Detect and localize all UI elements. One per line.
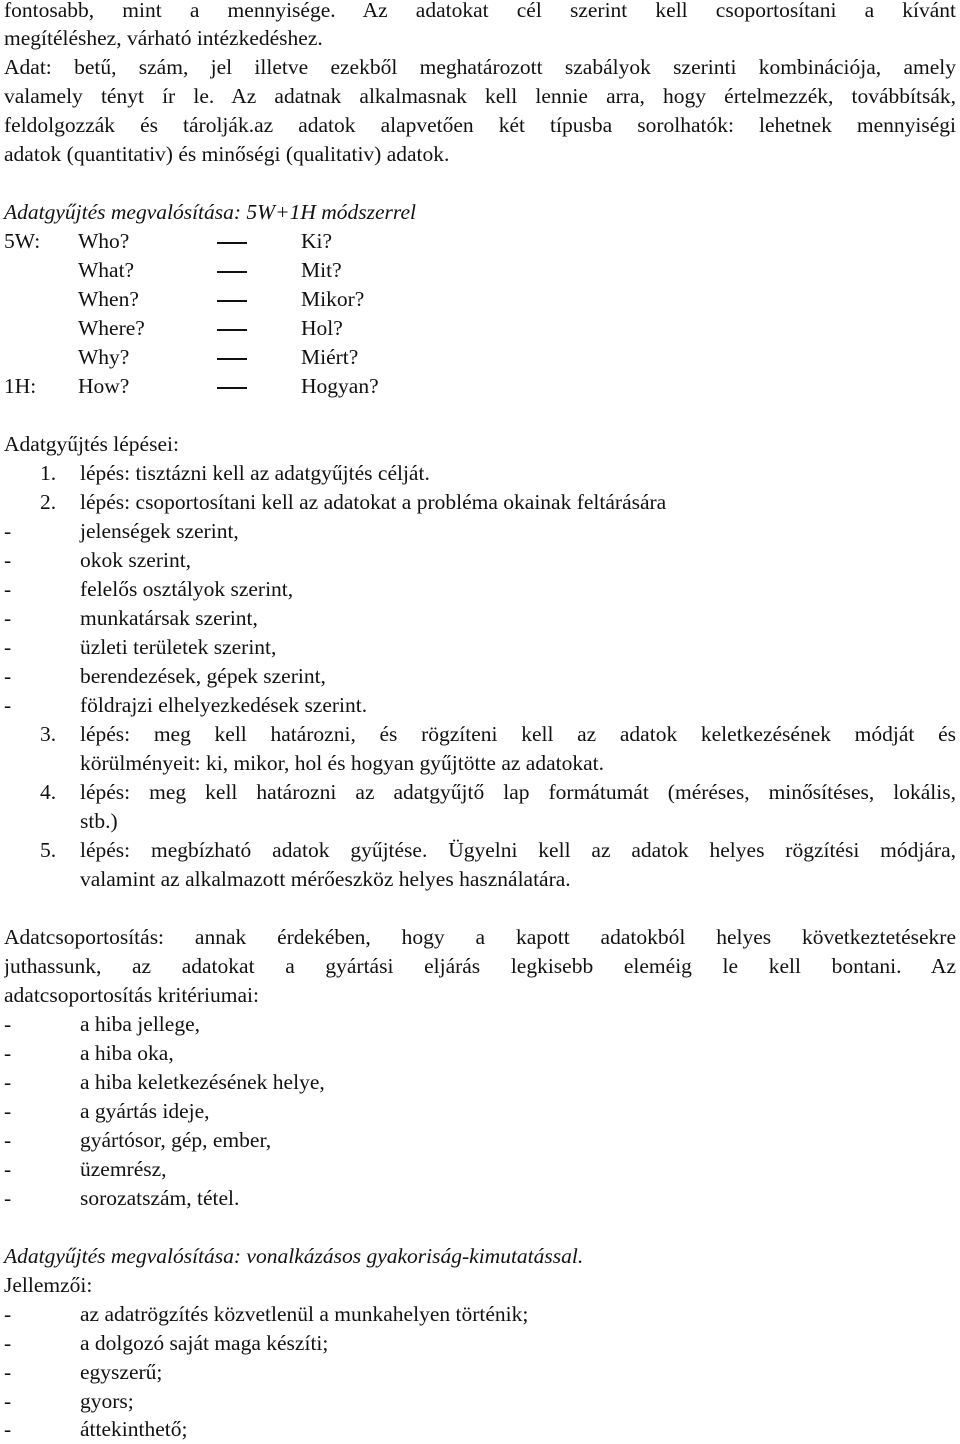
bullet-dash: - xyxy=(4,548,12,572)
step-number: 2. xyxy=(40,490,57,514)
section-subtitle: Jellemzői: xyxy=(4,1273,93,1297)
bullet-dash: - xyxy=(4,693,12,717)
step-text: lépés: meg kell határozni, és rögzíteni kell az adatok keletkezésének módját és xyxy=(80,722,956,746)
list-item-text: a hiba oka, xyxy=(80,1041,174,1065)
section-title-steps: Adatgyűjtés lépései: xyxy=(4,432,179,456)
intro-line: adatok (quantitativ) és minőségi (qualitativ) adatok. xyxy=(4,142,450,166)
w-question-hu: Hol? xyxy=(301,316,343,340)
bullet-dash: - xyxy=(4,1417,12,1441)
dash-line xyxy=(217,242,247,244)
w-question-en: Why? xyxy=(78,345,130,369)
list-item-text: a hiba keletkezésének helye, xyxy=(80,1070,325,1094)
dash-line xyxy=(217,358,247,360)
w-question-en: What? xyxy=(78,258,135,282)
w-question-hu: Ki? xyxy=(301,229,333,253)
step-number: 3. xyxy=(40,722,57,746)
bullet-dash: - xyxy=(4,1186,12,1210)
dash-line xyxy=(217,329,247,331)
list-item-text: gyors; xyxy=(80,1389,134,1413)
dash-line xyxy=(217,271,247,273)
list-item-text: üzleti területek szerint, xyxy=(80,635,277,659)
step-text: körülményeit: ki, mikor, hol és hogyan gyűjtötte az adatokat. xyxy=(80,751,604,775)
w-question-hu: Hogyan? xyxy=(301,374,379,398)
list-item-text: az adatrögzítés közvetlenül a munkahelyen történik; xyxy=(80,1302,529,1326)
list-item-text: munkatársak szerint, xyxy=(80,606,258,630)
step-item xyxy=(4,459,956,488)
intro-line: feldolgozzák és tárolják.az adatok alapvetően két típusba sorolhatók: lehetnek mennyiségi xyxy=(4,113,956,137)
bullet-dash: - xyxy=(4,577,12,601)
intro-line: Adat: betű, szám, jel illetve ezekből meghatározott szabályok szerinti kombinációja, amely xyxy=(4,55,956,79)
step-text: valamint az alkalmazott mérőeszköz helyes használatára. xyxy=(80,867,571,891)
w-question-en: When? xyxy=(78,287,139,311)
list-item-text: a hiba jellege, xyxy=(80,1012,200,1036)
step-number: 1. xyxy=(40,461,57,485)
bullet-dash: - xyxy=(4,1302,12,1326)
bullet-dash: - xyxy=(4,664,12,688)
bullet-dash: - xyxy=(4,1099,12,1123)
list-item-text: a gyártás ideje, xyxy=(80,1099,210,1123)
step-number: 5. xyxy=(40,838,57,862)
bullet-dash: - xyxy=(4,606,12,630)
list-item-text: a dolgozó saját maga készíti; xyxy=(80,1331,329,1355)
step-item xyxy=(4,488,956,517)
list-item-text: sorozatszám, tétel. xyxy=(80,1186,240,1210)
w-prefix: 1H: xyxy=(4,374,37,398)
dash-line xyxy=(217,300,247,302)
step-text: lépés: megbízható adatok gyűjtése. Ügyelni kell az adatok helyes rögzítési módjára, xyxy=(80,838,956,862)
bullet-dash: - xyxy=(4,635,12,659)
list-item-text: földrajzi elhelyezkedések szerint. xyxy=(80,693,368,717)
list-item-text: felelős osztályok szerint, xyxy=(80,577,294,601)
list-item-text: áttekinthető; xyxy=(80,1417,188,1441)
step-text: lépés: meg kell határozni az adatgyűjtő lap formátumát (méréses, minősítéses, lokális, xyxy=(80,780,956,804)
grouping-paragraph-line: Adatcsoportosítás: annak érdekében, hogy a kapott adatokból helyes következtetésekre xyxy=(4,925,956,949)
list-item-text: üzemrész, xyxy=(80,1157,167,1181)
section-title-5w1h: Adatgyűjtés megvalósítása: 5W+1H módszerrel xyxy=(4,200,417,224)
bullet-dash: - xyxy=(4,1157,12,1181)
w-prefix: 5W: xyxy=(4,229,41,253)
bullet-dash: - xyxy=(4,1331,12,1355)
grouping-paragraph-line: adatcsoportosítás kritériumai: xyxy=(4,983,259,1007)
bullet-dash: - xyxy=(4,519,12,543)
bullet-dash: - xyxy=(4,1389,12,1413)
section-title-tally: Adatgyűjtés megvalósítása: vonalkázásos gyakoriság-kimutatással. xyxy=(4,1244,584,1268)
intro-line: valamely tényt ír le. Az adatnak alkalmasnak kell lennie arra, hogy értelmezzék, továbbítsák, xyxy=(4,84,956,108)
step-text: lépés: tisztázni kell az adatgyűjtés célját. xyxy=(80,461,430,485)
list-item-text: berendezések, gépek szerint, xyxy=(80,664,326,688)
dash-line xyxy=(217,387,247,389)
w-question-hu: Mikor? xyxy=(301,287,365,311)
list-item-text: jelenségek szerint, xyxy=(80,519,239,543)
list-item-text: gyártósor, gép, ember, xyxy=(80,1128,272,1152)
list-item-text: egyszerű; xyxy=(80,1360,163,1384)
bullet-dash: - xyxy=(4,1012,12,1036)
step-text: stb.) xyxy=(80,809,118,833)
bullet-dash: - xyxy=(4,1360,12,1384)
w-question-hu: Miért? xyxy=(301,345,359,369)
w-question-en: How? xyxy=(78,374,130,398)
intro-line: megítéléshez, várható intézkedéshez. xyxy=(4,26,323,50)
w-question-en: Who? xyxy=(78,229,130,253)
step-text: lépés: csoportosítani kell az adatokat a probléma okainak feltárására xyxy=(80,490,667,514)
w-question-en: Where? xyxy=(78,316,145,340)
intro-line: fontosabb, mint a mennyisége. Az adatokat cél szerint kell csoportosítani a kívánt xyxy=(4,0,956,22)
list-item-text: okok szerint, xyxy=(80,548,192,572)
bullet-dash: - xyxy=(4,1070,12,1094)
step-number: 4. xyxy=(40,780,57,804)
bullet-dash: - xyxy=(4,1128,12,1152)
bullet-dash: - xyxy=(4,1041,12,1065)
grouping-paragraph-line: juthassunk, az adatokat a gyártási eljárás legkisebb eleméig le kell bontani. Az xyxy=(4,954,956,978)
w-question-hu: Mit? xyxy=(301,258,342,282)
